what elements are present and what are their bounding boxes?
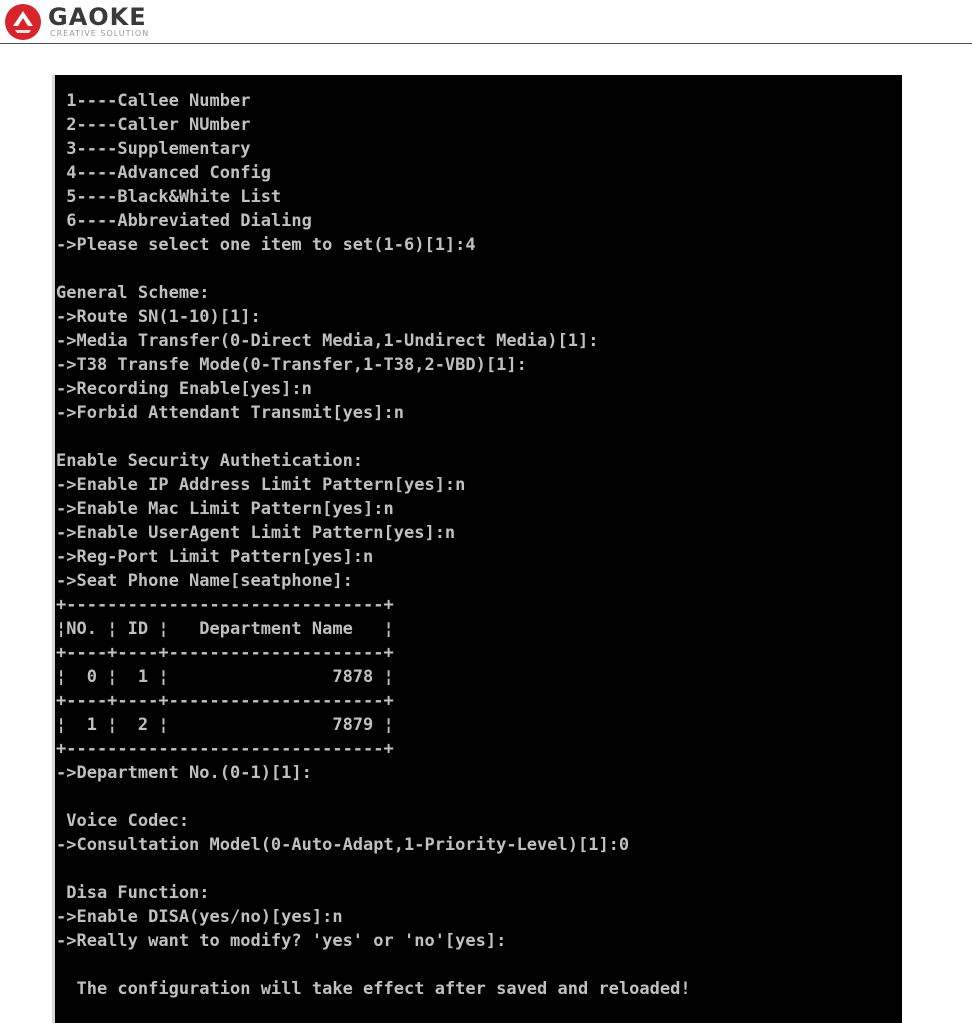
terminal-line: ->Consultation Model(0-Auto-Adapt,1-Priority-Level)[1]:0 [56,835,630,855]
terminal-line [56,857,691,881]
terminal-line: Enable Security Authetication: [56,451,364,471]
terminal-line: Disa Function: [56,883,210,903]
terminal-line: +-------------------------------+ [56,595,394,615]
terminal-line: Voice Codec: [56,811,190,831]
terminal-line: ->Department No.(0-1)[1]: [56,763,312,783]
terminal-line: ->Media Transfer(0-Direct Media,1-Undirect Media)[1]: [56,331,599,351]
terminal-left-edge [52,75,55,1023]
terminal-line: 4----Advanced Config [56,163,271,183]
gaoke-logo-icon [3,2,43,42]
terminal-line: ->Enable IP Address Limit Pattern[yes]:n [56,475,466,495]
terminal-line: ¦ 1 ¦ 2 ¦ 7879 ¦ [56,715,394,735]
terminal-line: ->Enable UserAgent Limit Pattern[yes]:n [56,523,456,543]
terminal-line: 6----Abbreviated Dialing [56,211,312,231]
terminal-line: +-------------------------------+ [56,739,394,759]
terminal-line: ¦NO. ¦ ID ¦ Department Name ¦ [56,619,394,639]
terminal-line: ¦ 0 ¦ 1 ¦ 7878 ¦ [56,667,394,687]
terminal-line: General Scheme: [56,283,210,303]
terminal-line: +----+----+---------------------+ [56,691,394,711]
terminal-line: ->Forbid Attendant Transmit[yes]:n [56,403,404,423]
terminal-line: 2----Caller NUmber [56,115,251,135]
svg-text:GAOKE: GAOKE [48,4,147,28]
terminal-line: ->Reg-Port Limit Pattern[yes]:n [56,547,374,567]
terminal-line [56,785,691,809]
terminal-line [56,257,691,281]
terminal-line: 1----Callee Number [56,91,251,111]
header-divider [0,43,972,44]
brand-wordmark [48,4,168,28]
terminal-line: ->Really want to modify? 'yes' or 'no'[yes]: [56,931,507,951]
terminal-line: ->Recording Enable[yes]:n [56,379,312,399]
terminal-line: ->Enable DISA(yes/no)[yes]:n [56,907,343,927]
terminal-line [56,953,691,977]
terminal-line: ->Seat Phone Name[seatphone]: [56,571,353,591]
document-header [0,0,972,44]
terminal-line: +----+----+---------------------+ [56,643,394,663]
terminal-line: 3----Supplementary [56,139,251,159]
terminal-output [56,89,691,1001]
terminal-line: ->T38 Transfe Mode(0-Transfer,1-T38,2-VBD)[1]: [56,355,527,375]
brand-tagline: CREATIVE SOLUTION [50,29,150,38]
terminal-line [56,425,691,449]
terminal-line: 5----Black&White List [56,187,282,207]
terminal-line: ->Route SN(1-10)[1]: [56,307,261,327]
terminal-line: ->Enable Mac Limit Pattern[yes]:n [56,499,394,519]
terminal-line: The configuration will take effect after saved and reloaded! [56,979,691,999]
terminal-line: ->Please select one item to set(1-6)[1]:4 [56,235,476,255]
terminal-window [52,75,902,1023]
